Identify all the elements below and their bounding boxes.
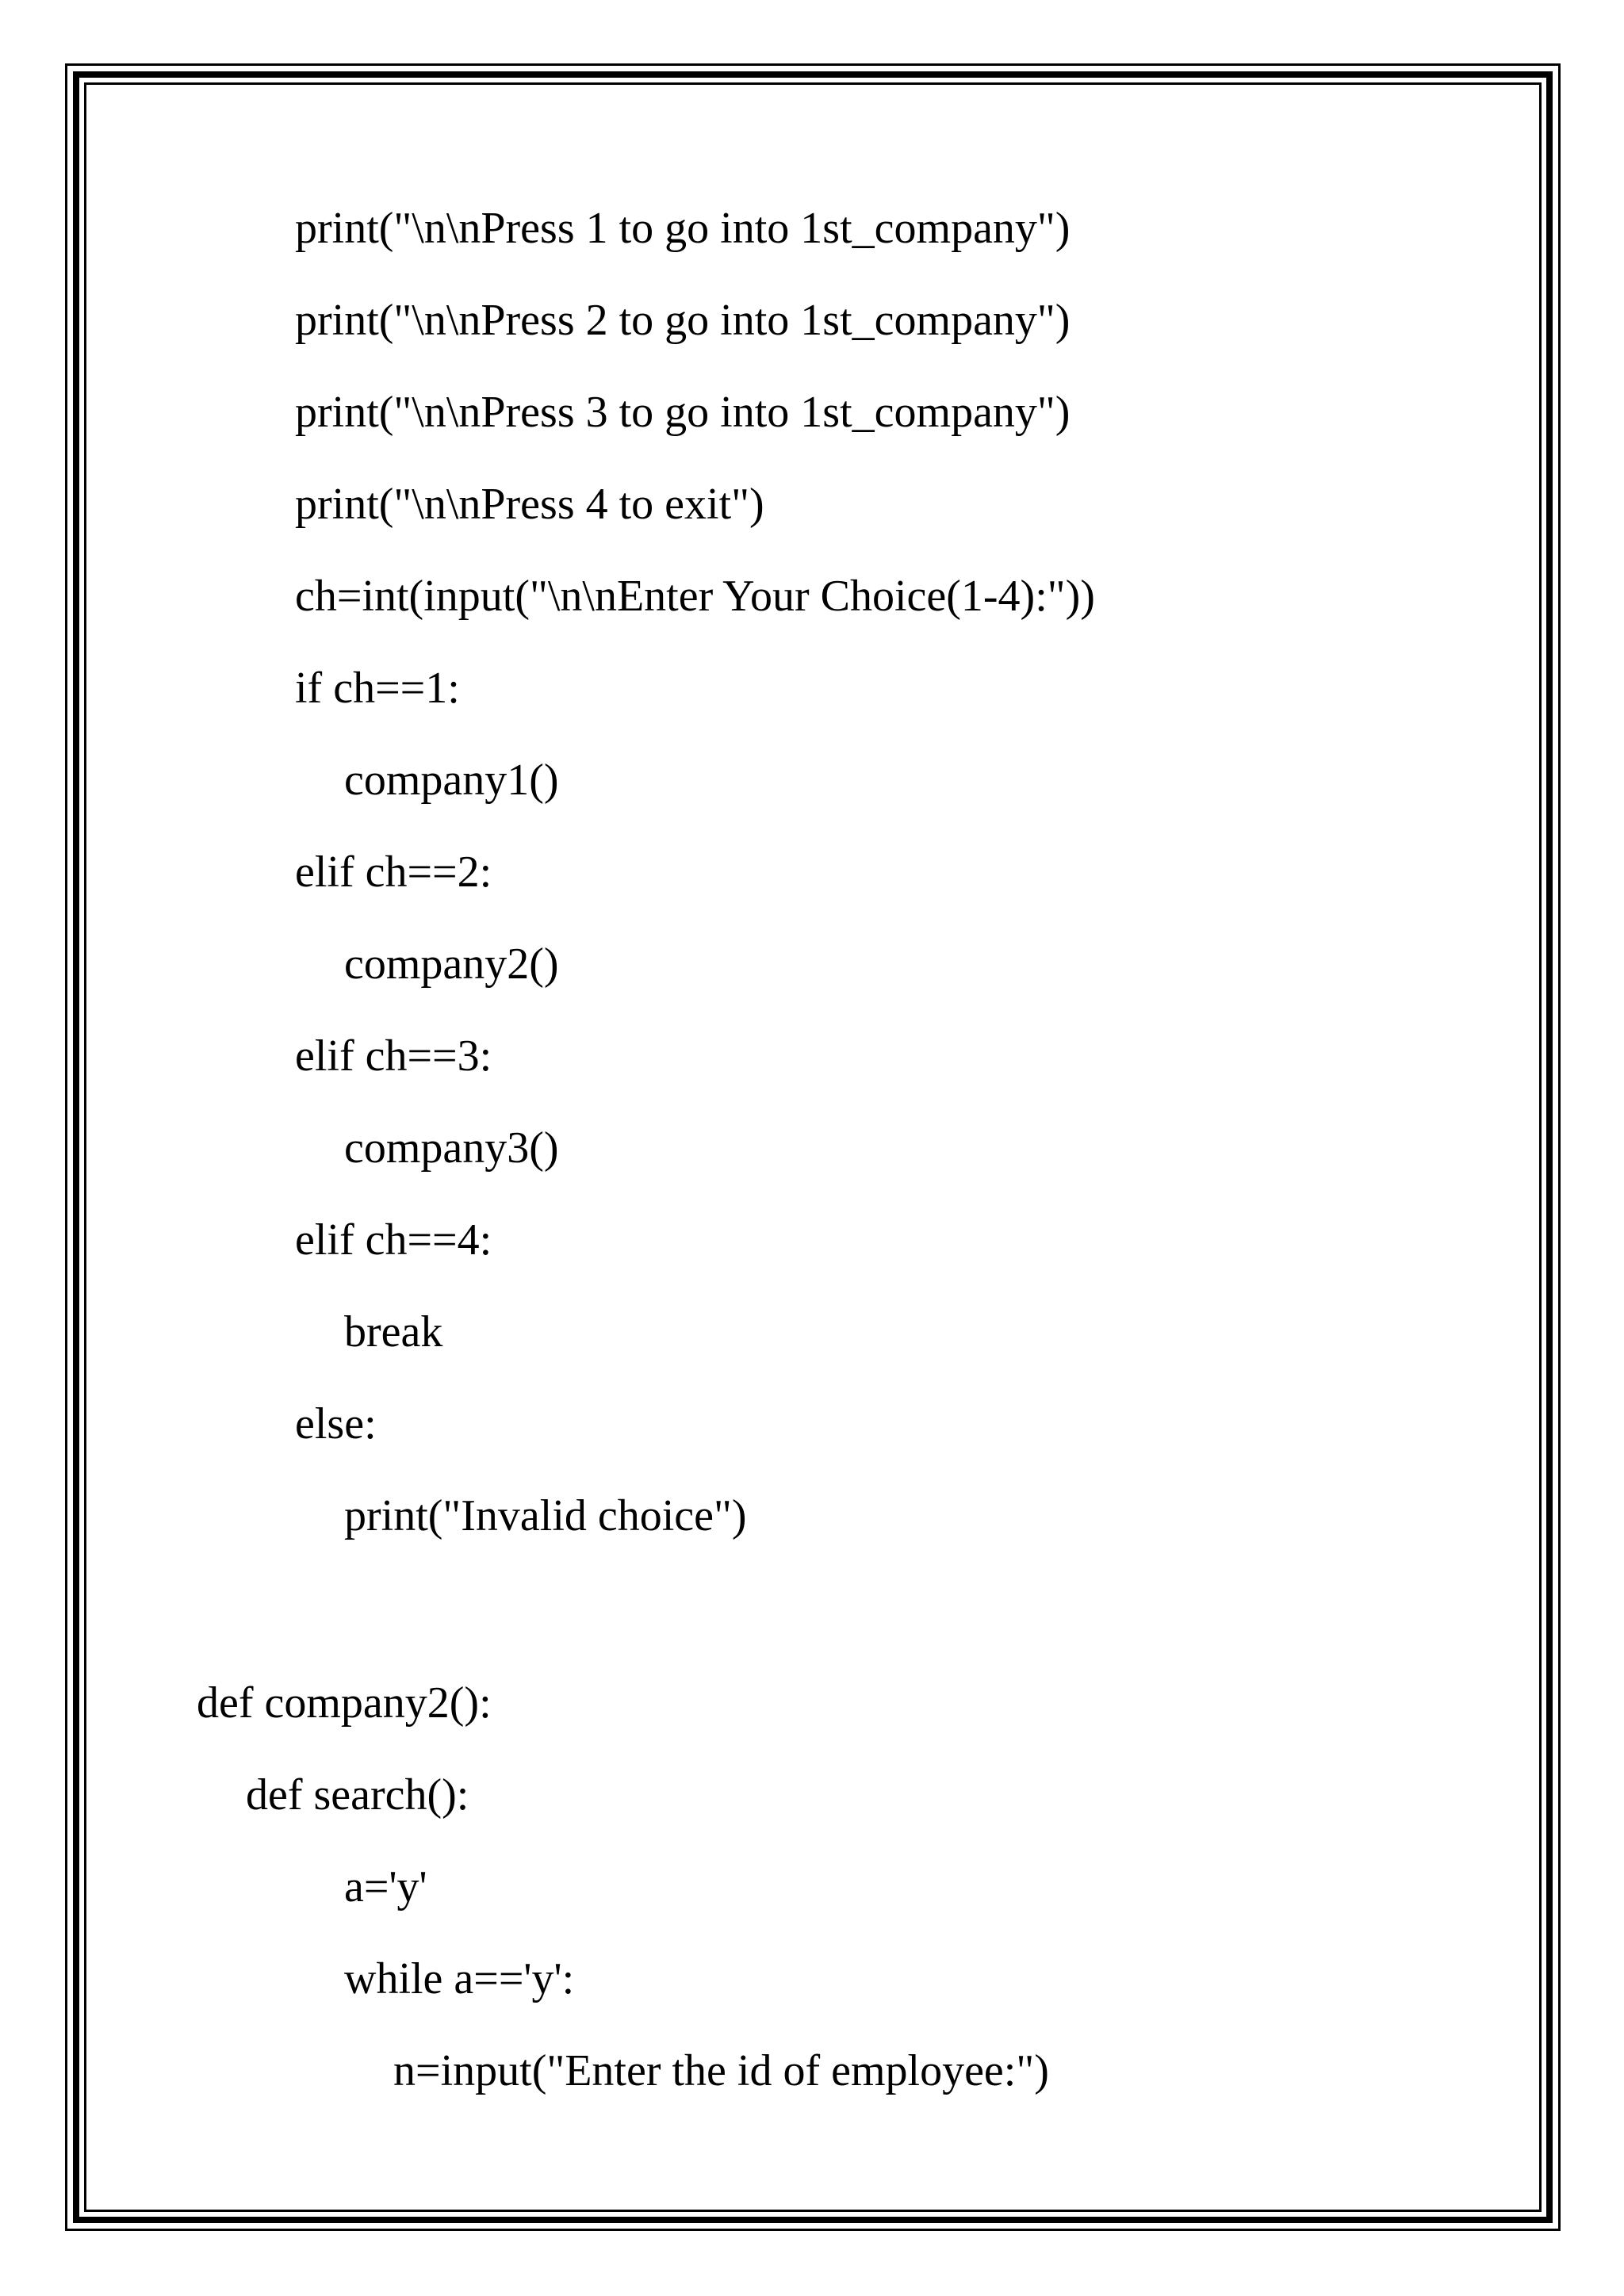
code-line: company2()	[344, 939, 559, 989]
code-line: print("\n\nPress 2 to go into 1st_company")	[295, 296, 1071, 345]
code-line: if ch==1:	[295, 664, 460, 713]
code-line: def search():	[246, 1770, 469, 1820]
code-line: else:	[295, 1399, 377, 1448]
code-line: n=input("Enter the id of employee:")	[393, 2046, 1049, 2095]
code-line: print("Invalid choice")	[344, 1491, 747, 1540]
code-line: print("\n\nPress 1 to go into 1st_company")	[295, 204, 1071, 253]
code-line: print("\n\nPress 3 to go into 1st_company")	[295, 388, 1071, 437]
code-line: break	[344, 1307, 443, 1357]
code-line: company1()	[344, 756, 559, 805]
code-line: ch=int(input("\n\nEnter Your Choice(1-4):"))	[295, 572, 1095, 621]
code-line: company3()	[344, 1123, 559, 1173]
code-line: elif ch==4:	[295, 1215, 492, 1265]
code-line: a='y'	[344, 1862, 427, 1911]
code-line: elif ch==2:	[295, 848, 492, 897]
code-line: while a=='y':	[344, 1954, 575, 2003]
code-line: print("\n\nPress 4 to exit")	[295, 480, 764, 529]
code-line: elif ch==3:	[295, 1031, 492, 1081]
code-line: def company2():	[197, 1678, 492, 1728]
